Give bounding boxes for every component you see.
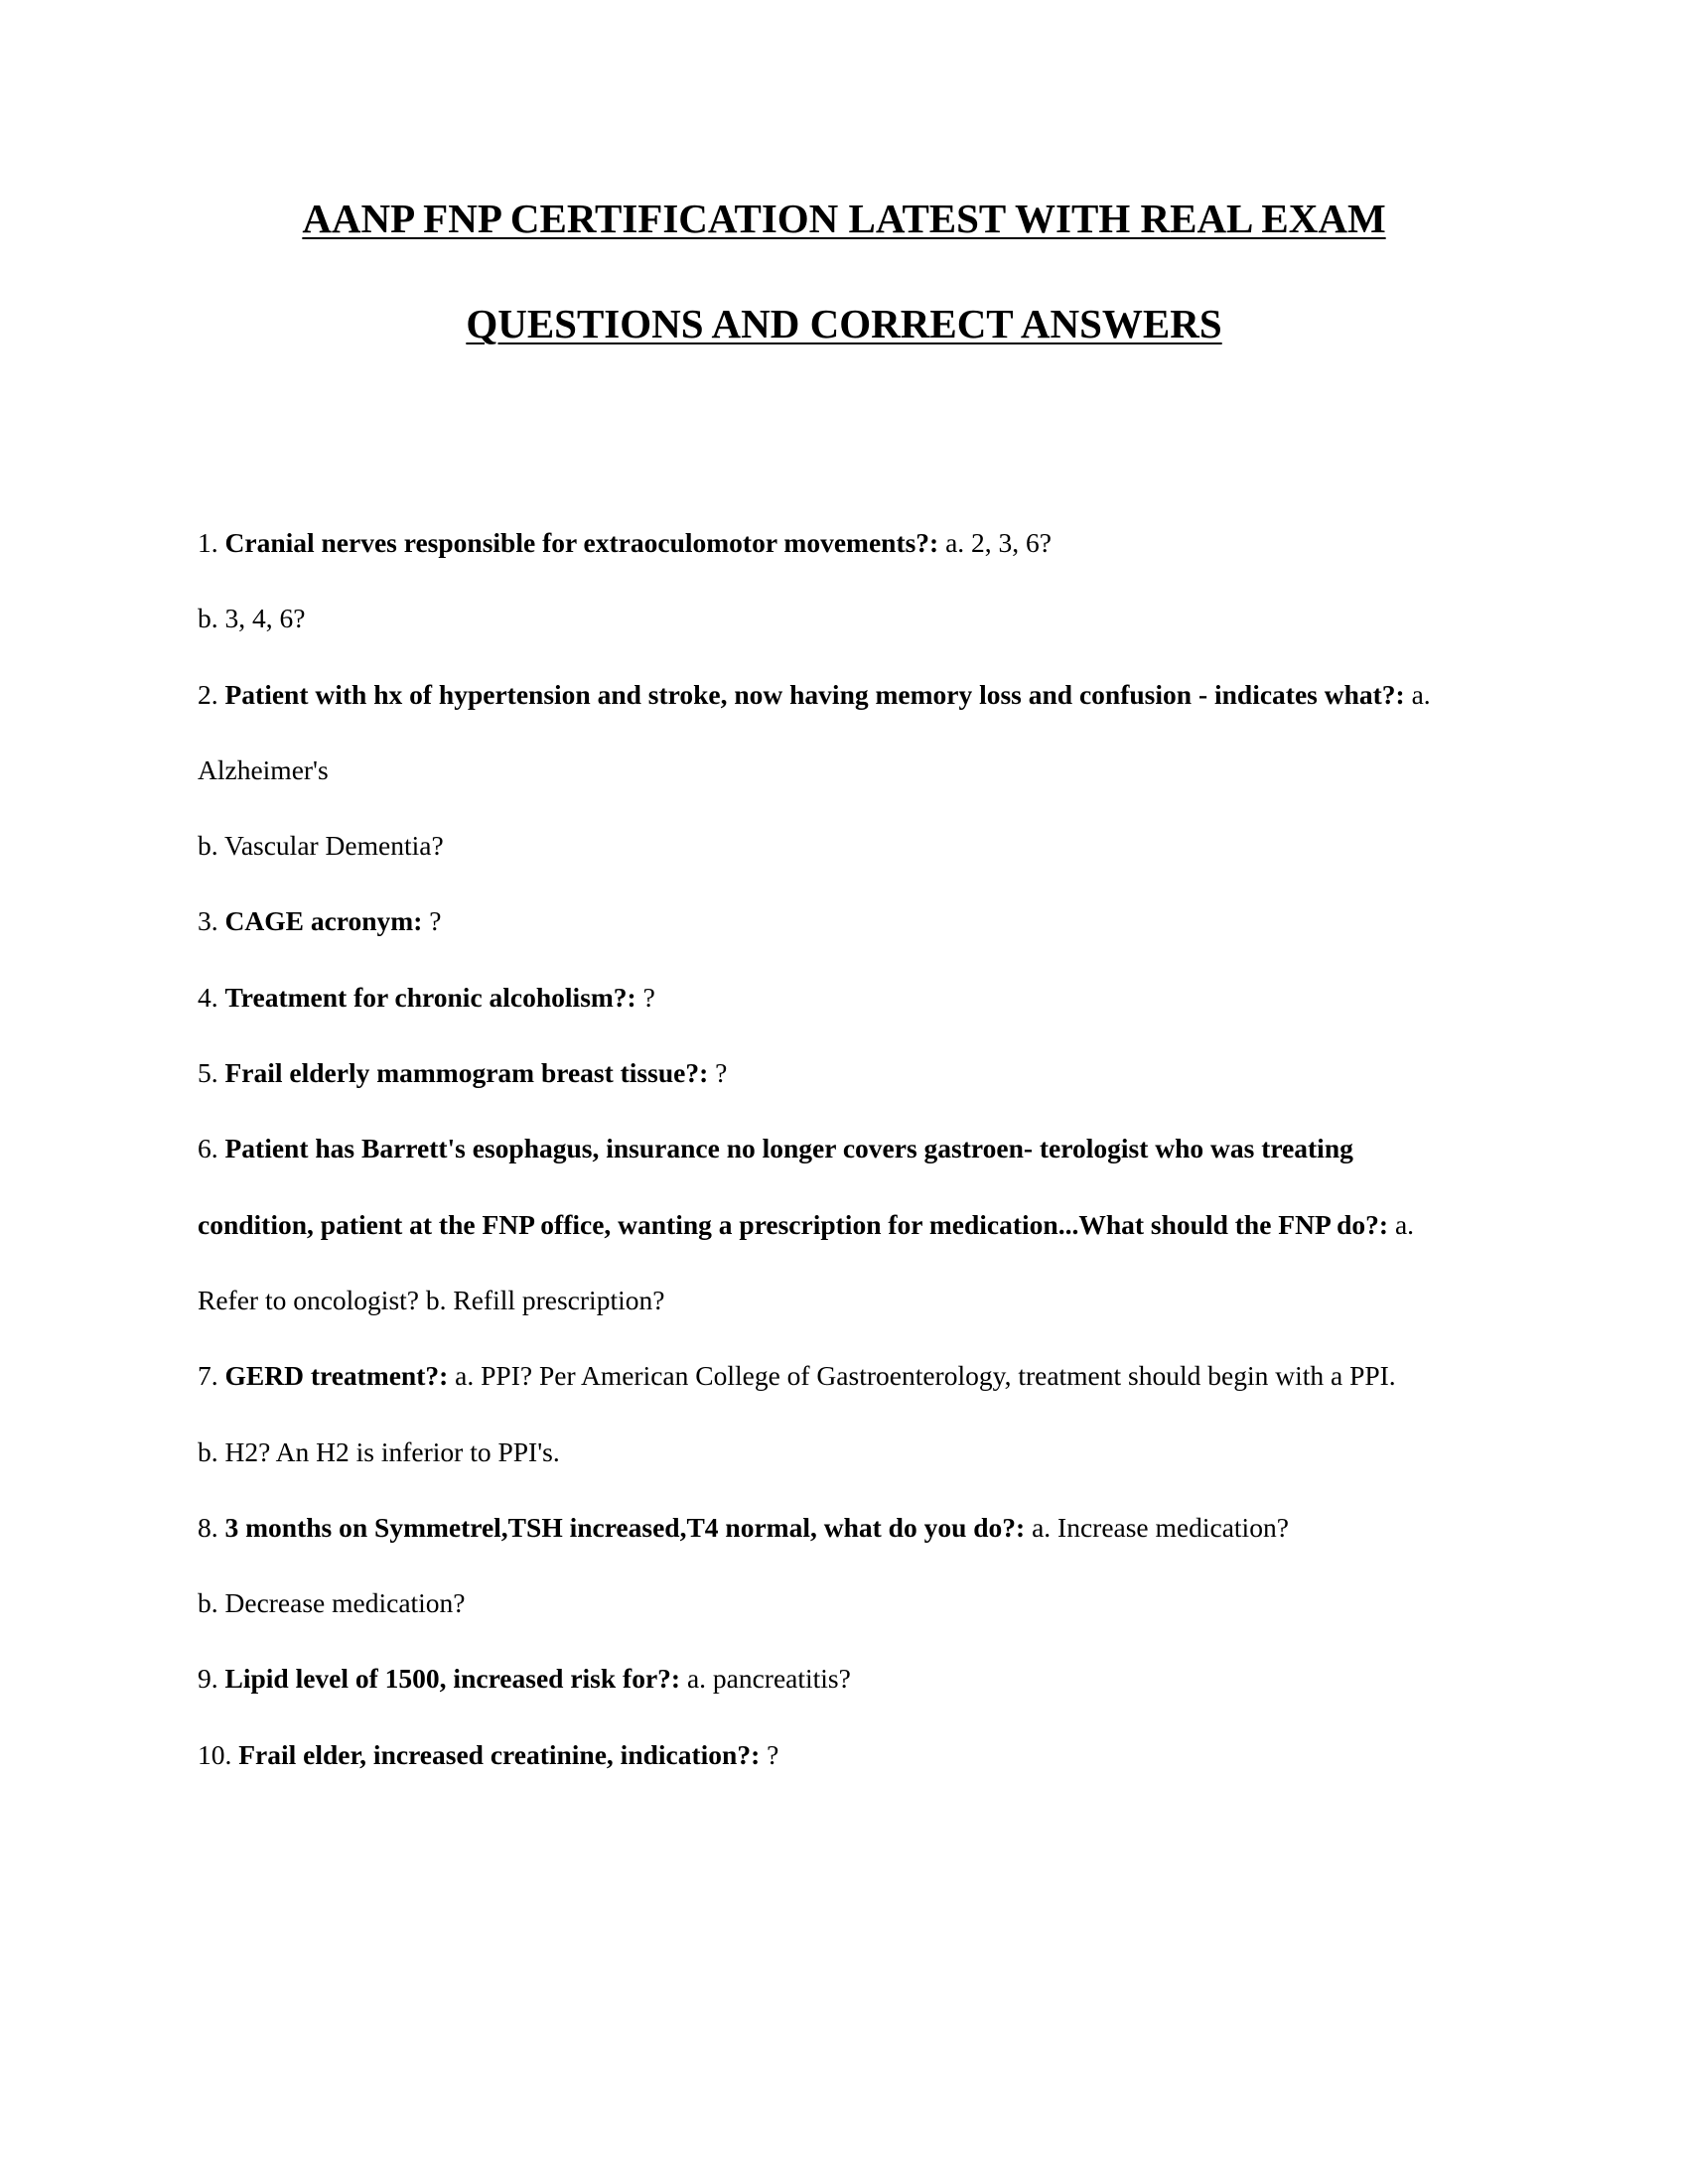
question-item xyxy=(198,1035,1474,1111)
answer-text: b. H2? An H2 is inferior to PPI's. xyxy=(198,1435,560,1467)
question-text: GERD treatment?: xyxy=(224,1360,449,1392)
answer-option xyxy=(198,1566,1474,1641)
answer-text: a. Alzheimer's xyxy=(198,678,1431,785)
question-text: Patient has Barrett's esophagus, insurance no longer covers gastroen- terologist who was treating condition, patient at the FNP office, wanting a prescription for medication...What should the FNP do?: xyxy=(198,1133,1389,1240)
question-text: Cranial nerves responsible for extraoculomotor movements?: xyxy=(224,527,939,558)
answer-text: ? xyxy=(429,905,442,937)
question-number: 1. xyxy=(198,527,218,558)
question-text: Treatment for chronic alcoholism?: xyxy=(224,981,636,1013)
question-item xyxy=(198,884,1474,959)
question-list xyxy=(198,505,1474,1793)
question-number: 7. xyxy=(198,1360,218,1392)
question-number: 6. xyxy=(198,1133,218,1164)
question-number: 10. xyxy=(198,1738,232,1770)
question-number: 8. xyxy=(198,1511,218,1543)
question-item xyxy=(198,1717,1474,1793)
question-item xyxy=(198,1111,1474,1338)
question-item xyxy=(198,1338,1474,1414)
answer-text: a. Increase medication? xyxy=(1032,1511,1289,1543)
answer-text: ? xyxy=(715,1057,728,1089)
question-number: 4. xyxy=(198,981,218,1013)
answer-text: a. 2, 3, 6? xyxy=(945,527,1053,558)
document-title-line-1: AANP FNP CERTIFICATION LATEST WITH REAL EXAM xyxy=(302,196,1386,241)
answer-text: b. Vascular Dementia? xyxy=(198,830,444,862)
question-number: 9. xyxy=(198,1663,218,1695)
answer-option xyxy=(198,581,1474,656)
answer-option xyxy=(198,1415,1474,1490)
question-number: 5. xyxy=(198,1057,218,1089)
question-text: Frail elder, increased creatinine, indication?: xyxy=(238,1738,761,1770)
question-number: 2. xyxy=(198,678,218,710)
question-item xyxy=(198,505,1474,581)
answer-text: ? xyxy=(642,981,655,1013)
question-text: Frail elderly mammogram breast tissue?: xyxy=(224,1057,709,1089)
question-number: 3. xyxy=(198,905,218,937)
answer-text: a. Refer to oncologist? b. Refill prescription? xyxy=(198,1208,1415,1315)
question-text: Lipid level of 1500, increased risk for?: xyxy=(224,1663,681,1695)
question-text: 3 months on Symmetrel,TSH increased,T4 normal, what do you do?: xyxy=(224,1511,1026,1543)
answer-text: a. pancreatitis? xyxy=(686,1663,851,1695)
question-item xyxy=(198,1641,1474,1716)
question-item xyxy=(198,1490,1474,1566)
answer-text: b. 3, 4, 6? xyxy=(198,603,306,634)
answer-option xyxy=(198,808,1474,884)
answer-text: a. PPI? Per American College of Gastroenterology, treatment should begin with a PPI. xyxy=(455,1360,1396,1392)
question-item xyxy=(198,960,1474,1035)
question-text: CAGE acronym: xyxy=(224,905,423,937)
question-item xyxy=(198,657,1474,809)
question-text: Patient with hx of hypertension and stroke, now having memory loss and confusion - indicates what?: xyxy=(224,678,1405,710)
document-title-line-2: QUESTIONS AND CORRECT ANSWERS xyxy=(466,301,1222,346)
answer-text: b. Decrease medication? xyxy=(198,1587,466,1619)
answer-text: ? xyxy=(767,1738,779,1770)
